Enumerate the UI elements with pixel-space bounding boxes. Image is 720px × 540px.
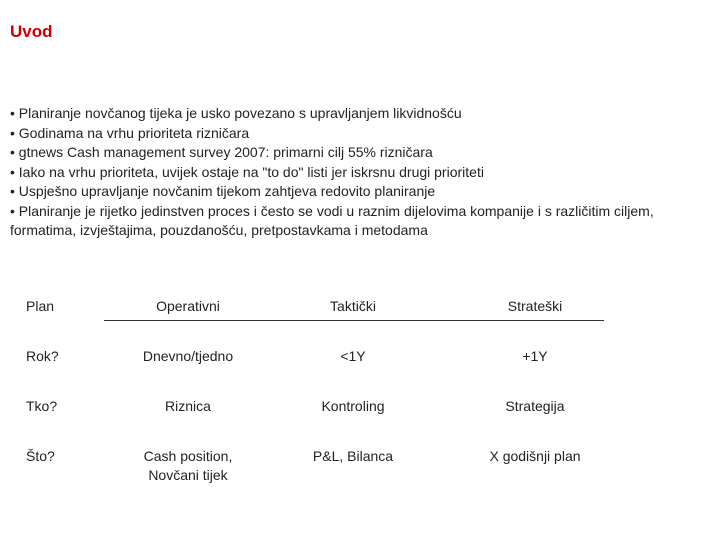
table-row-label: Što? — [26, 448, 55, 464]
table-cell: Dnevno/tjedno — [142, 348, 234, 364]
bullet-item: • Godinama na vrhu prioriteta rizničara — [10, 124, 250, 141]
bullet-item: • Planiranje je rijetko jedinstven proces i često se vodi u raznim dijelovima kompanije i s različitim ciljem, formatima, izvještajima, pouzdanošću, pretpostavkama i metodama — [10, 202, 654, 238]
bullet-item: • Uspješno upravljanje novčanim tijekom zahtjeva redovito planiranje — [10, 183, 436, 199]
table-header-operativni: Operativni — [156, 298, 220, 314]
table-header-strateski: Strateški — [507, 298, 563, 314]
table-cell: P&L, Bilanca — [312, 448, 394, 464]
table-header-label: Plan — [26, 298, 55, 314]
page-title: Uvod — [10, 22, 53, 41]
table-cell: +1Y — [522, 348, 548, 364]
table-cell: <1Y — [340, 348, 366, 364]
table-row-label: Tko? — [26, 398, 58, 414]
bullet-item: • Iako na vrhu prioriteta, uvijek ostaje na "to do" listi jer iskrsnu drugi prioriteti — [10, 163, 484, 180]
table-cell: Cash position, Novčani tijek — [143, 448, 233, 483]
table-row-label: Rok? — [26, 348, 59, 364]
table-cell: X godišnji plan — [489, 448, 581, 464]
table-header-takticki: Taktički — [330, 298, 376, 314]
table-cell: Riznica — [165, 398, 211, 414]
table-header-divider — [104, 320, 604, 321]
bullet-item: • Planiranje novčanog tijeka je usko povezano s upravljanjem likvidnošću — [10, 105, 462, 121]
bullet-item: • gtnews Cash management survey 2007: primarni cilj 55% rizničara — [10, 144, 433, 160]
table-cell: Strategija — [505, 398, 565, 414]
table-cell: Kontroling — [321, 398, 385, 414]
